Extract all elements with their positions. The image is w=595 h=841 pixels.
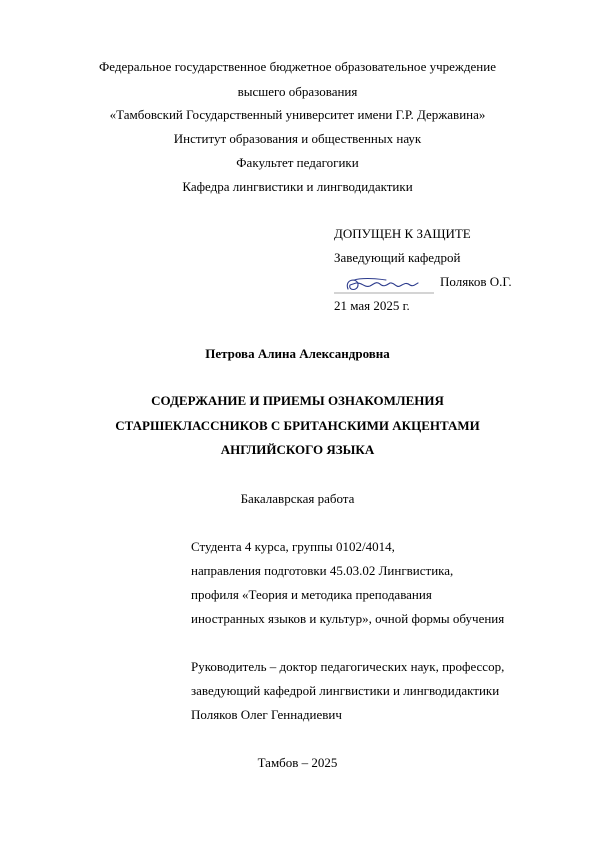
signature-image: [334, 274, 434, 298]
supervisor-info-line-2: заведующий кафедрой лингвистики и лингводидактики: [191, 683, 500, 698]
student-info-line-4: иностранных языков и культур», очной формы обучения: [191, 611, 505, 626]
header-line-1: Федеральное государственное бюджетное образовательное учреждение: [99, 59, 496, 74]
approval-date: 21 мая 2025 г.: [334, 298, 410, 313]
author-name: Петрова Алина Александровна: [205, 346, 390, 361]
supervisor-info-line-1: Руководитель – доктор педагогических наук, профессор,: [191, 659, 505, 674]
header-line-2: высшего образования: [237, 84, 358, 99]
approval-status: ДОПУЩЕН К ЗАЩИТЕ: [334, 226, 471, 241]
title-line-3: АНГЛИЙСКОГО ЯЗЫКА: [220, 442, 375, 457]
student-info-line-1: Студента 4 курса, группы 0102/4014,: [191, 539, 395, 554]
work-type: Бакалаврская работа: [240, 491, 355, 506]
header-line-3: «Тамбовский Государственный университет имени Г.Р. Державина»: [109, 107, 486, 122]
header-line-5: Факультет педагогики: [236, 155, 359, 170]
title-line-1: СОДЕРЖАНИЕ И ПРИЕМЫ ОЗНАКОМЛЕНИЯ: [151, 393, 444, 408]
approval-position: Заведующий кафедрой: [334, 250, 461, 265]
approval-signer: Поляков О.Г.: [440, 274, 512, 289]
header-line-4: Институт образования и общественных наук: [173, 131, 422, 146]
student-info-line-3: профиля «Теория и методика преподавания: [191, 587, 432, 602]
title-line-2: СТАРШЕКЛАССНИКОВ С БРИТАНСКИМИ АКЦЕНТАМИ: [115, 418, 480, 433]
city-year: Тамбов – 2025: [257, 755, 338, 770]
header-line-6: Кафедра лингвистики и лингводидактики: [182, 179, 413, 194]
supervisor-info-line-3: Поляков Олег Геннадиевич: [191, 707, 342, 722]
student-info-line-2: направления подготовки 45.03.02 Лингвистика,: [191, 563, 454, 578]
